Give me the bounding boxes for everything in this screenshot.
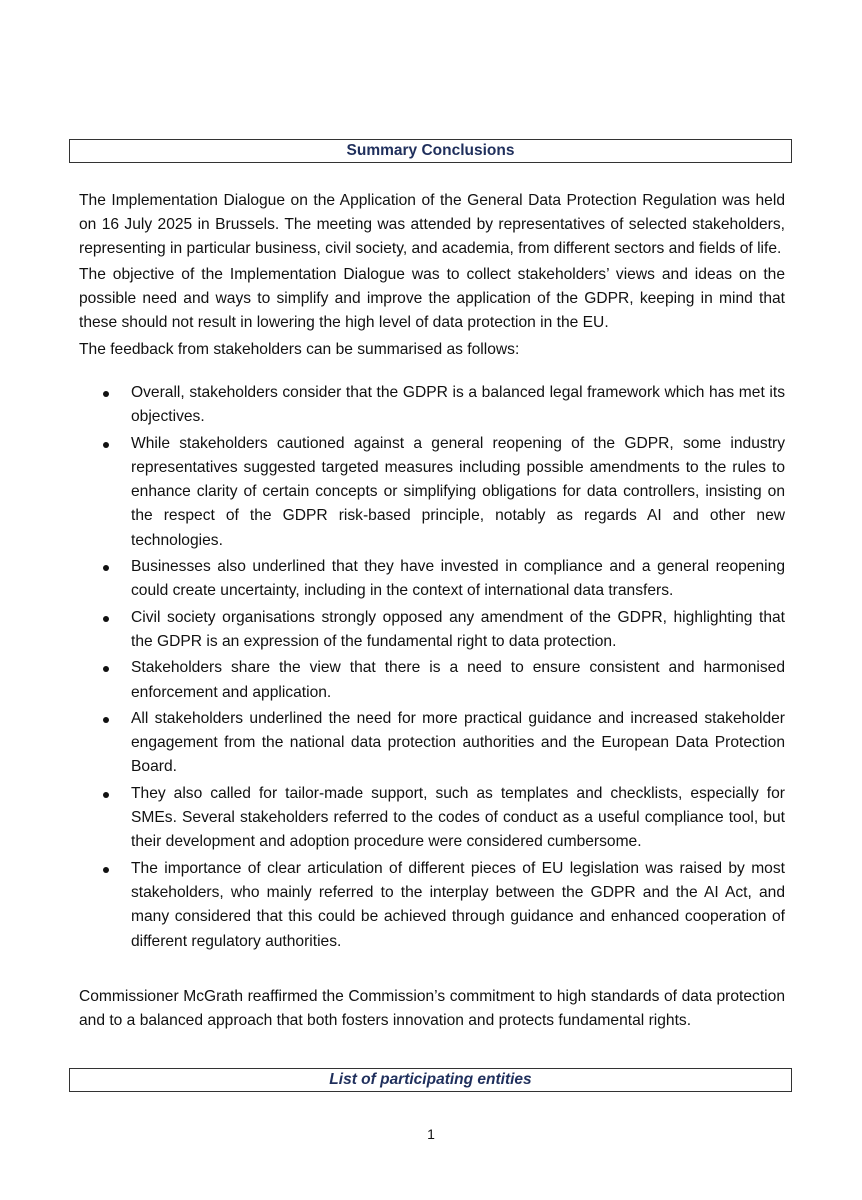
intro-paragraph-2: The objective of the Implementation Dialogue was to collect stakeholders’ views and ideas on the possible need and ways to simplify and improve the application of the GDPR, keeping in mind that these should not result in lowering the high level of data protection in the EU. [79, 266, 785, 331]
list-item [79, 432, 785, 553]
bullet-icon [103, 442, 109, 448]
bullet-icon [103, 565, 109, 571]
list-item [79, 656, 785, 705]
bullet-text: Overall, stakeholders consider that the GDPR is a balanced legal framework which has met its objectives. [131, 384, 785, 426]
intro-section [79, 189, 785, 365]
bullet-icon [103, 666, 109, 672]
page-number: 1 [427, 1126, 435, 1142]
bullet-icon [103, 792, 109, 798]
list-item [79, 555, 785, 604]
bullet-icon [103, 391, 109, 397]
bullet-text: Civil society organisations strongly opposed any amendment of the GDPR, highlighting that the GDPR is an expression of the fundamental right to data protection. [131, 608, 785, 650]
closing-paragraph: Commissioner McGrath reaffirmed the Commission’s commitment to high standards of data protection and to a balanced approach that both fosters innovation and protects fundamental rights. [79, 988, 785, 1029]
bullet-icon [103, 616, 109, 622]
feedback-bullet-list [79, 381, 785, 956]
bullet-text: While stakeholders cautioned against a general reopening of the GDPR, some industry representatives suggested targeted measures including possible amendments to the rules to enhance clarity of certain concepts or simplifying obligations for data controllers, insisting on the respect of the GDPR risk-based principle, notably as regards AI and other new technologies. [131, 434, 785, 549]
bullet-text: Stakeholders share the view that there is a need to ensure consistent and harmonised enforcement and application. [131, 659, 785, 701]
bullet-text: All stakeholders underlined the need for more practical guidance and increased stakeholder engagement from the national data protection authorities and the European Data Protection Board. [131, 709, 785, 776]
bullet-icon [103, 867, 109, 873]
list-item [79, 782, 785, 855]
participating-entities-title: List of participating entities [329, 1071, 532, 1088]
list-item [79, 857, 785, 954]
list-item [79, 381, 785, 430]
bullet-icon [103, 717, 109, 723]
summary-conclusions-title: Summary Conclusions [346, 142, 515, 159]
intro-paragraph-3: The feedback from stakeholders can be summarised as follows: [79, 340, 520, 358]
closing-section [79, 985, 785, 1036]
list-item [79, 606, 785, 655]
bullet-text: The importance of clear articulation of different pieces of EU legislation was raised by most stakeholders, who mainly referred to the interplay between the GDPR and the AI Act, and many considered that this could be achieved through guidance and enhanced cooperation of different regulatory authorities. [131, 859, 785, 950]
intro-paragraph-1: The Implementation Dialogue on the Application of the General Data Protection Regulation was held on 16 July 2025 in Brussels. The meeting was attended by representatives of selected stakeholders, representing in particular business, civil society, and academia, from different sectors and fields of life. [79, 192, 785, 257]
summary-conclusions-heading [69, 139, 792, 163]
bullet-text: They also called for tailor-made support, such as templates and checklists, especially for SMEs. Several stakeholders referred to the codes of conduct as a useful compliance tool, but their development and adoption procedure were considered cumbersome. [131, 784, 785, 851]
participating-entities-heading [69, 1068, 792, 1092]
bullet-text: Businesses also underlined that they have invested in compliance and a general reopening could create uncertainty, including in the context of international data transfers. [131, 558, 785, 600]
list-item [79, 707, 785, 780]
